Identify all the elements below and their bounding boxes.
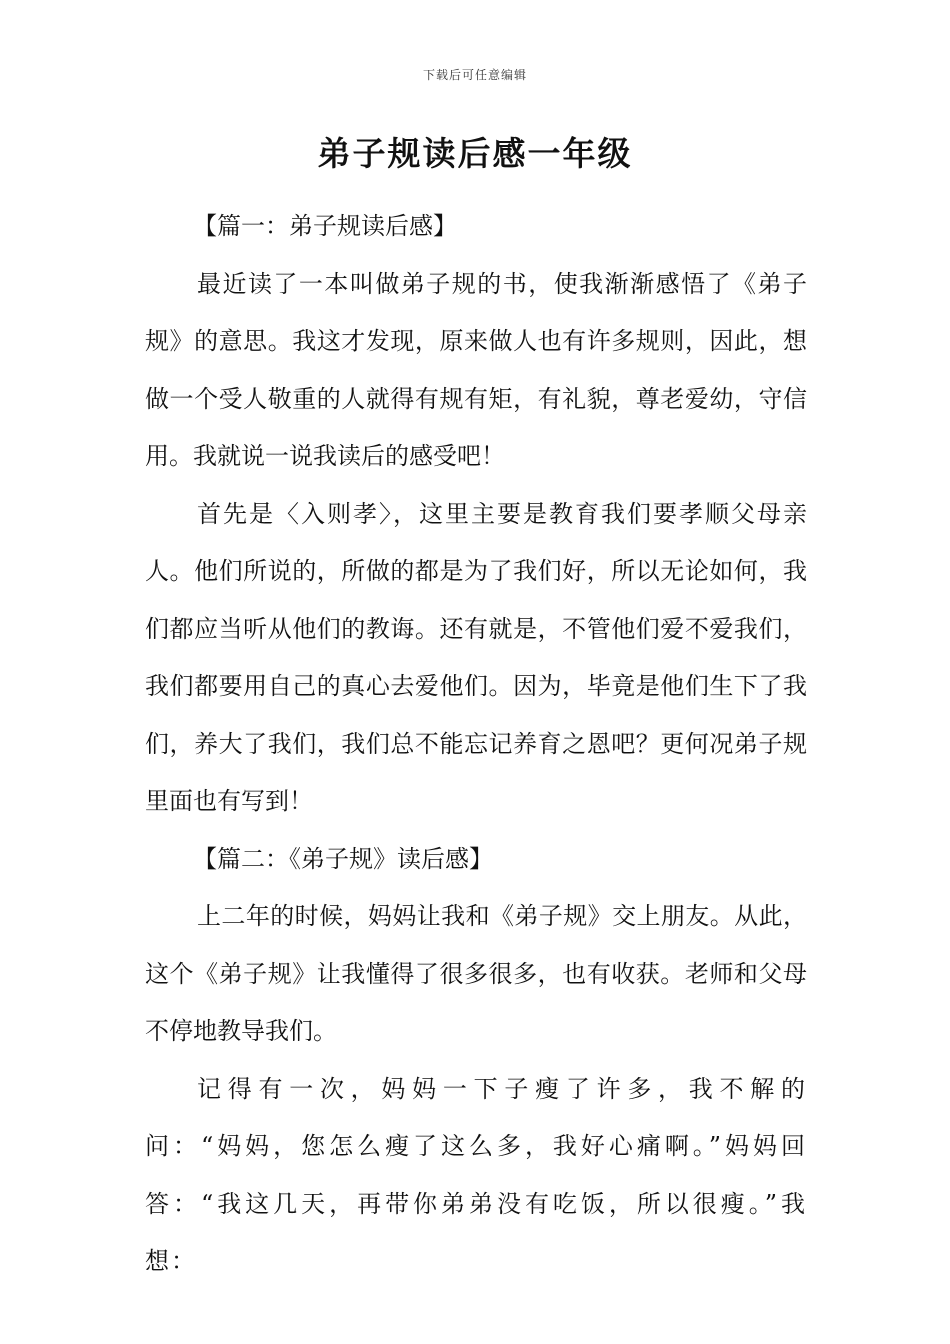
paragraph-1-2: 首先是〈入则孝〉，这里主要是教育我们要孝顺父母亲人。他们所说的，所做的都是为了我们好，所以无论如何，我们都应当听从他们的教诲。还有就是，不管他们爱不爱我们，我们都要用自己的真心去爱他们。因为，毕竟是他们生下了我们，养大了我们，我们总不能忘记养育之恩吧？更何况弟子规里面也有写到！ — [145, 499, 807, 815]
paragraph-2-1: 上二年的时候，妈妈让我和《弟子规》交上朋友。从此，这个《弟子规》让我懂得了很多很多，也有收获。老师和父母不停地教导我们。 — [145, 902, 807, 1045]
page-title: 弟子规读后感一年级 — [317, 134, 633, 173]
document-body — [145, 198, 807, 1291]
page-header: 下载后可任意编辑 — [422, 68, 527, 82]
paragraph-2-2: 记得有一次，妈妈一下子瘦了许多，我不解的问：“妈妈，您怎么瘦了这么多，我好心痛啊。”妈妈回答：“我这几天，再带你弟弟没有吃饭，所以很瘦。”我想： — [145, 1074, 807, 1275]
paragraph-1-1: 最近读了一本叫做弟子规的书，使我渐渐感悟了《弟子规》的意思。我这才发现，原来做人也有许多规则，因此，想做一个受人敬重的人就得有规有矩，有礼貌，尊老爱幼，守信用。我就说一说我读后的感受吧！ — [145, 269, 807, 470]
section-heading-1: 【篇一：弟子规读后感】 — [193, 212, 457, 240]
section-heading-2: 【篇二：《弟子规》读后感】 — [193, 844, 493, 873]
